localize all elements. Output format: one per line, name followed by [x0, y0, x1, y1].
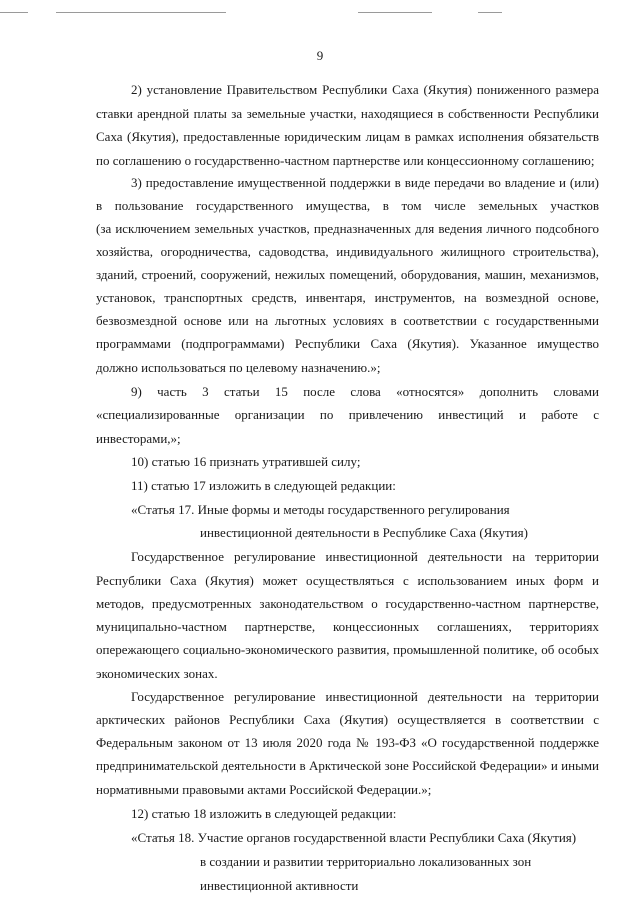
text-line: 12) статью 18 изложить в следующей редакции: [131, 806, 397, 821]
text-line: по соглашению о государственно-частном партнерстве или концессионному соглашению; [96, 153, 595, 168]
text-line: Федеральным законом от 13 июля 2020 года № 193-ФЗ «О государственной поддержке [96, 735, 599, 750]
text-line: зданий, строений, сооружений, нежилых помещений, оборудования, машин, механизмов, [96, 267, 599, 282]
text-line: Государственное регулирование инвестиционной деятельности на территории [131, 689, 599, 704]
text-line: 9) часть 3 статьи 15 после слова «относятся» дополнить словами [131, 384, 599, 399]
text-line: Саха (Якутия), предоставленные юридическим лицам в рамках исполнения обязательств [96, 129, 599, 144]
scan-edge-line [56, 12, 226, 13]
text-line: экономических зонах. [96, 666, 218, 681]
text-line: опережающего социально-экономического развития, промышленной политике, об особых [96, 642, 599, 657]
text-line: 11) статью 17 изложить в следующей редакции: [131, 478, 396, 493]
text-line: методов, предусмотренных законодательством о государственно-частном партнерстве, [96, 596, 599, 611]
text-line: хозяйства, огородничества, садоводства, индивидуального жилищного строительства), [96, 244, 599, 259]
text-line: «специализированные организации по привлечению инвестиций и работе с [96, 407, 599, 422]
page-number: 9 [316, 48, 324, 63]
text-line: безвозмездной основе или на льготных условиях в соответствии с государственными [96, 313, 599, 328]
article-heading: инвестиционной деятельности в Республике Саха (Якутия) [200, 525, 528, 540]
article-heading: инвестиционной активности [200, 878, 359, 893]
text-line: Республики Саха (Якутия) может осуществляться с использованием иных форм и [96, 573, 599, 588]
text-line: инвесторами,»; [96, 431, 181, 446]
text-line: ставки арендной платы за земельные участки, находящиеся в собственности Республики [96, 106, 599, 121]
text-line: установок, транспортных средств, инвентаря, инструментов, на возмездной основе, [96, 290, 599, 305]
text-line: программами (подпрограммами) Республики Саха (Якутия). Указанное имущество [96, 336, 599, 351]
article-heading: «Статья 17. Иные формы и методы государственного регулирования [131, 502, 510, 517]
text-line: нормативными правовыми актами Российской Федерации.»; [96, 782, 432, 797]
text-line: Государственное регулирование инвестиционной деятельности на территории [131, 549, 599, 564]
text-line: предпринимательской деятельности в Арктической зоне Российской Федерации» и иными [96, 758, 599, 773]
text-line: 3) предоставление имущественной поддержки в виде передачи во владение и (или) [131, 175, 599, 190]
article-heading: в создании и развитии территориально локализованных зон [200, 854, 532, 869]
scan-edge-line [478, 12, 502, 13]
article-heading: «Статья 18. Участие органов государственной власти Республики Саха (Якутия) [131, 830, 577, 845]
text-line: (за исключением земельных участков, предназначенных для ведения личного подсобного [96, 221, 599, 236]
scan-edge-line [358, 12, 432, 13]
text-line: 10) статью 16 признать утратившей силу; [131, 454, 361, 469]
text-line: арктических районов Республики Саха (Якутия) осуществляется в соответствии с [96, 712, 599, 727]
scan-edge-line [0, 12, 28, 13]
text-line: должно использоваться по целевому назначению.»; [96, 360, 381, 375]
text-line: муниципально-частном партнерстве, концессионных соглашениях, территориях [96, 619, 599, 634]
text-line: 2) установление Правительством Республики Саха (Якутия) пониженного размера [131, 82, 599, 97]
text-line: в пользование государственного имущества, в том числе земельных участков [96, 198, 599, 213]
